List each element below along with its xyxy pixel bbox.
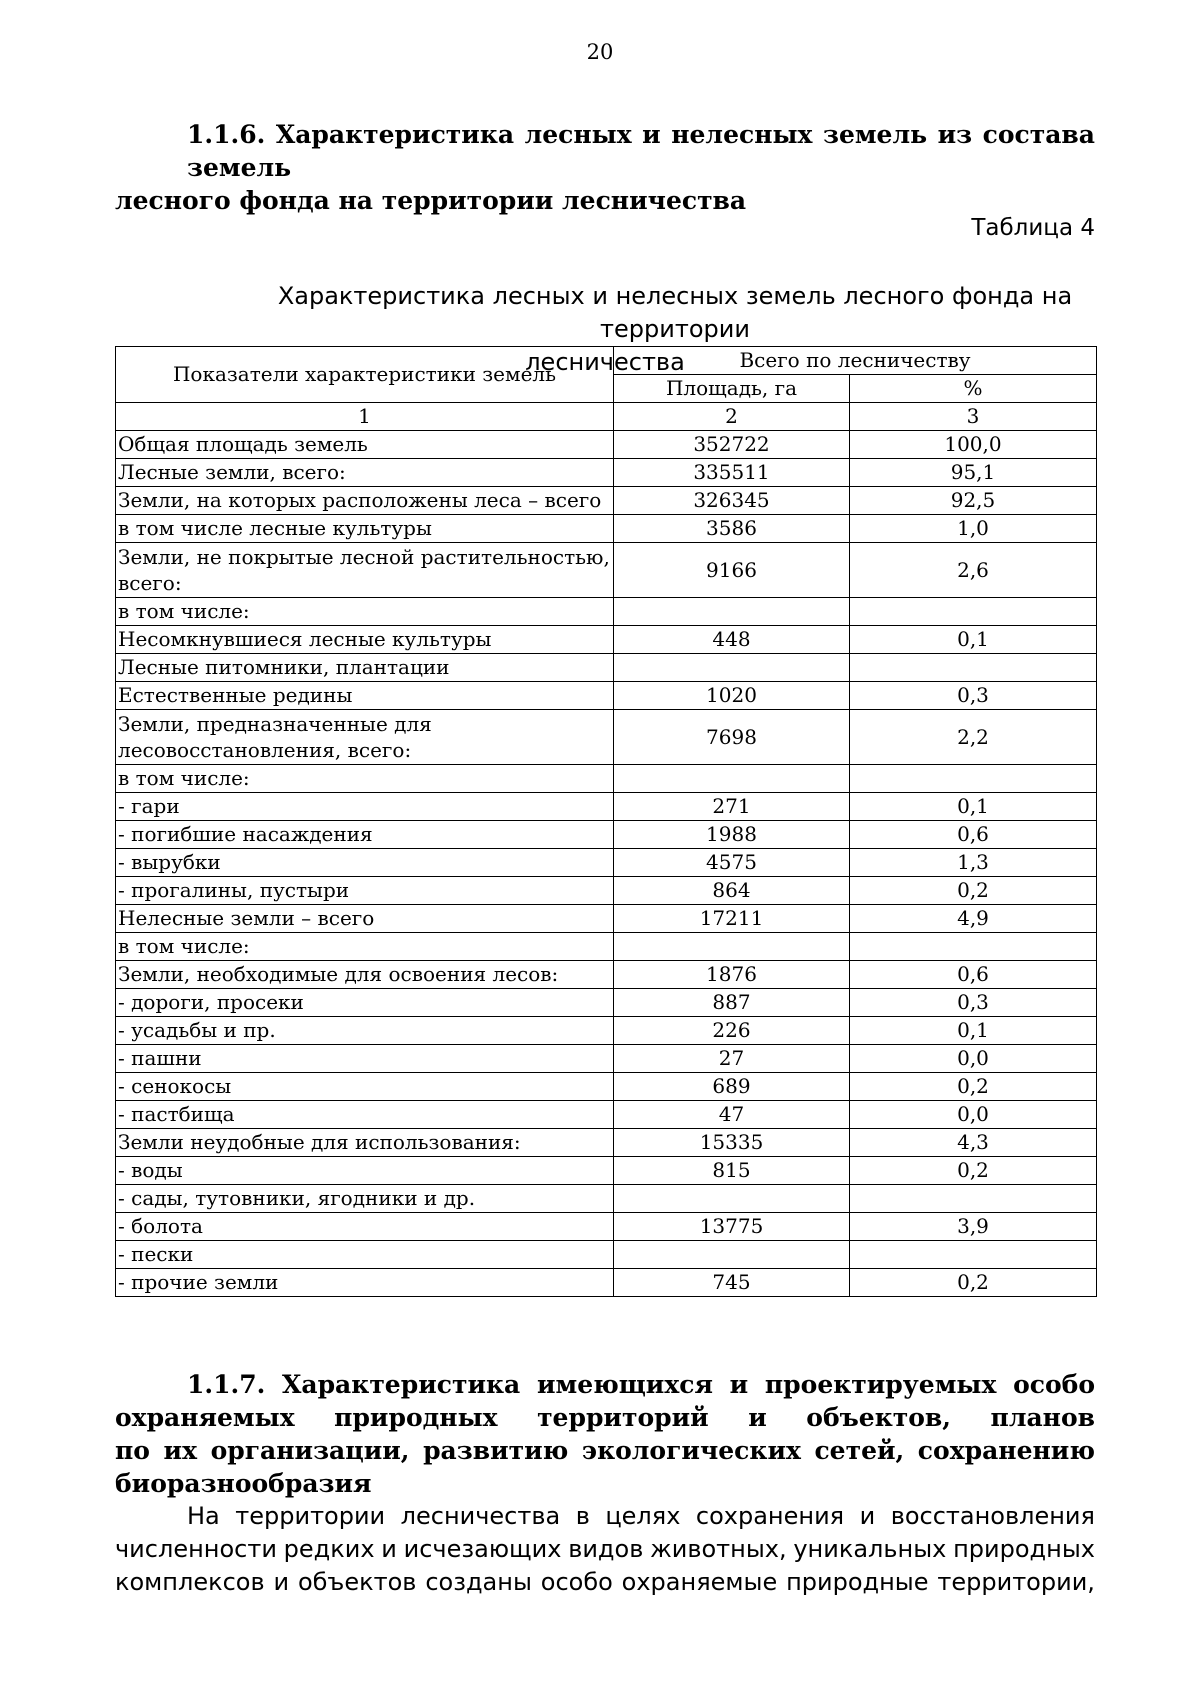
row-label: в том числе лесные культуры	[116, 515, 614, 543]
row-label: - пески	[116, 1241, 614, 1269]
table-row	[116, 1129, 1097, 1157]
row-area-ha: 864	[614, 877, 850, 905]
word: целях	[605, 1502, 681, 1530]
word: имеющихся	[536, 1370, 713, 1399]
row-label: Земли, необходимые для освоения лесов:	[116, 961, 614, 989]
row-area-ha: 887	[614, 989, 850, 1017]
row-label: - воды	[116, 1157, 614, 1185]
section-heading-line: лесного фонда на территории лесничества	[115, 186, 747, 215]
table-header-row	[116, 347, 1097, 375]
row-percent: 0,2	[850, 877, 1097, 905]
row-area-ha: 226	[614, 1017, 850, 1045]
row-area-ha: 27	[614, 1045, 850, 1073]
word: лесничества	[400, 1502, 561, 1530]
word: комплексов	[115, 1568, 265, 1596]
row-area-ha: 17211	[614, 905, 850, 933]
word: восстановления	[890, 1502, 1095, 1530]
row-label: Общая площадь земель	[116, 431, 614, 459]
word: территории,	[937, 1568, 1095, 1596]
row-area-ha: 352722	[614, 431, 850, 459]
table-row	[116, 821, 1097, 849]
row-percent: 2,2	[850, 710, 1097, 765]
word: природные	[786, 1568, 929, 1596]
row-label: Нелесные земли – всего	[116, 905, 614, 933]
row-percent	[850, 598, 1097, 626]
word: 1.1.7.	[187, 1370, 266, 1399]
word: особо	[1013, 1370, 1095, 1399]
row-label: Лесные земли, всего:	[116, 459, 614, 487]
row-area-ha: 1988	[614, 821, 850, 849]
table-row	[116, 961, 1097, 989]
word: охраняемых	[115, 1403, 295, 1432]
table-title-line: Характеристика лесных и нелесных земель лесного фонда на территории	[277, 282, 1073, 343]
row-percent	[850, 654, 1097, 682]
word: видов	[568, 1535, 644, 1563]
paragraph-line	[115, 1533, 1095, 1566]
row-percent	[850, 1185, 1097, 1213]
row-area-ha	[614, 1241, 850, 1269]
row-percent: 0,3	[850, 989, 1097, 1017]
row-area-ha: 13775	[614, 1213, 850, 1241]
table-row	[116, 487, 1097, 515]
row-label: - прочие земли	[116, 1269, 614, 1297]
row-label: - болота	[116, 1213, 614, 1241]
table-row	[116, 1017, 1097, 1045]
row-area-ha: 1876	[614, 961, 850, 989]
word: в	[575, 1502, 590, 1530]
row-area-ha: 745	[614, 1269, 850, 1297]
word: животных,	[650, 1535, 787, 1563]
row-percent: 0,3	[850, 682, 1097, 710]
row-percent: 92,5	[850, 487, 1097, 515]
table-row	[116, 849, 1097, 877]
table-column-numbers-row	[116, 403, 1097, 431]
body-paragraph	[115, 1500, 1095, 1599]
row-label: в том числе:	[116, 933, 614, 961]
word: развитию	[423, 1436, 569, 1465]
section-heading-line	[115, 1401, 1095, 1434]
paragraph-line	[115, 1500, 1095, 1533]
row-area-ha	[614, 654, 850, 682]
row-label: - гари	[116, 793, 614, 821]
row-percent: 0,0	[850, 1045, 1097, 1073]
table-row	[116, 933, 1097, 961]
table-row	[116, 1073, 1097, 1101]
row-label: в том числе:	[116, 598, 614, 626]
row-label: - сады, тутовники, ягодники и др.	[116, 1185, 614, 1213]
row-percent: 0,6	[850, 821, 1097, 849]
table-row	[116, 905, 1097, 933]
row-area-ha: 3586	[614, 515, 850, 543]
row-percent: 2,6	[850, 543, 1097, 598]
section-heading-line	[115, 1368, 1095, 1401]
row-label: Естественные редины	[116, 682, 614, 710]
column-number: 1	[116, 403, 614, 431]
word: уникальных	[793, 1535, 947, 1563]
table-row	[116, 1101, 1097, 1129]
row-percent: 1,0	[850, 515, 1097, 543]
row-percent: 4,3	[850, 1129, 1097, 1157]
row-area-ha: 47	[614, 1101, 850, 1129]
table-row	[116, 626, 1097, 654]
table-row	[116, 459, 1097, 487]
row-percent: 0,1	[850, 1017, 1097, 1045]
row-percent: 4,9	[850, 905, 1097, 933]
page-number: 20	[586, 40, 614, 64]
word: природных	[334, 1403, 498, 1432]
row-label: Земли неудобные для использования:	[116, 1129, 614, 1157]
word: и	[273, 1568, 290, 1596]
table-row	[116, 515, 1097, 543]
word: планов	[990, 1403, 1095, 1432]
word: экологических	[581, 1436, 801, 1465]
table-row	[116, 1045, 1097, 1073]
word: охраняемые	[621, 1568, 778, 1596]
section-heading-line	[115, 1434, 1095, 1467]
table-row	[116, 989, 1097, 1017]
row-area-ha: 7698	[614, 710, 850, 765]
row-label: - прогалины, пустыри	[116, 877, 614, 905]
word: территорий	[537, 1403, 709, 1432]
row-percent: 0,1	[850, 793, 1097, 821]
section-heading-line: биоразнообразия	[115, 1469, 372, 1498]
word: и	[748, 1403, 767, 1432]
word: проектируемых	[764, 1370, 997, 1399]
row-label: Земли, не покрытые лесной растительностью, всего:	[116, 543, 614, 598]
row-label: - пашни	[116, 1045, 614, 1073]
table-row	[116, 1157, 1097, 1185]
word: На	[187, 1502, 220, 1530]
word: организации,	[210, 1436, 410, 1465]
row-label: - погибшие насаждения	[116, 821, 614, 849]
header-percent: %	[850, 375, 1097, 403]
row-area-ha: 326345	[614, 487, 850, 515]
table-row	[116, 765, 1097, 793]
row-area-ha	[614, 765, 850, 793]
column-number: 3	[850, 403, 1097, 431]
row-area-ha: 271	[614, 793, 850, 821]
row-area-ha	[614, 598, 850, 626]
row-area-ha: 4575	[614, 849, 850, 877]
word: и	[381, 1535, 397, 1563]
row-percent: 95,1	[850, 459, 1097, 487]
word: и	[729, 1370, 749, 1399]
table-row	[116, 793, 1097, 821]
table-row	[116, 598, 1097, 626]
table-row	[116, 710, 1097, 765]
section-heading-1-1-6	[115, 118, 1095, 217]
row-area-ha: 335511	[614, 459, 850, 487]
row-label: - сенокосы	[116, 1073, 614, 1101]
section-heading-line: 1.1.6. Характеристика лесных и нелесных земель из состава земель	[187, 120, 1095, 182]
row-label: - дороги, просеки	[116, 989, 614, 1017]
table-row	[116, 654, 1097, 682]
word: созданы	[425, 1568, 532, 1596]
row-percent	[850, 933, 1097, 961]
row-percent: 3,9	[850, 1213, 1097, 1241]
word: по	[115, 1436, 150, 1465]
word: сохранению	[917, 1436, 1095, 1465]
row-area-ha: 689	[614, 1073, 850, 1101]
table-row	[116, 1213, 1097, 1241]
word: территории	[235, 1502, 386, 1530]
row-percent: 0,2	[850, 1157, 1097, 1185]
word: природных	[953, 1535, 1095, 1563]
word: исчезающих	[403, 1535, 562, 1563]
row-label: - усадьбы и пр.	[116, 1017, 614, 1045]
word: сетей,	[814, 1436, 905, 1465]
paragraph-line	[115, 1566, 1095, 1599]
row-percent: 0,6	[850, 961, 1097, 989]
header-indicators: Показатели характеристики земель	[116, 347, 614, 403]
word: Характеристика	[281, 1370, 521, 1399]
header-total-forestry: Всего по лесничеству	[614, 347, 1097, 375]
row-percent: 100,0	[850, 431, 1097, 459]
word: объектов,	[806, 1403, 952, 1432]
row-percent	[850, 1241, 1097, 1269]
row-area-ha	[614, 1185, 850, 1213]
header-area: Площадь, га	[614, 375, 850, 403]
row-label: - вырубки	[116, 849, 614, 877]
word: объектов	[297, 1568, 417, 1596]
row-label: - пастбища	[116, 1101, 614, 1129]
table-row	[116, 543, 1097, 598]
row-label: Несомкнувшиеся лесные культуры	[116, 626, 614, 654]
word: их	[163, 1436, 197, 1465]
section-heading-1-1-7	[115, 1368, 1095, 1500]
column-number: 2	[614, 403, 850, 431]
table-row	[116, 682, 1097, 710]
row-percent: 0,0	[850, 1101, 1097, 1129]
table-row	[116, 1185, 1097, 1213]
table-title-line: лесничества	[525, 348, 685, 376]
table-row	[116, 1241, 1097, 1269]
row-percent: 0,1	[850, 626, 1097, 654]
word: редких	[283, 1535, 375, 1563]
word: и	[859, 1502, 876, 1530]
word: численности	[115, 1535, 277, 1563]
row-percent: 0,2	[850, 1269, 1097, 1297]
row-area-ha: 815	[614, 1157, 850, 1185]
table-row	[116, 877, 1097, 905]
row-percent	[850, 765, 1097, 793]
word: особо	[540, 1568, 613, 1596]
row-label: Лесные питомники, плантации	[116, 654, 614, 682]
row-area-ha: 1020	[614, 682, 850, 710]
row-percent: 0,2	[850, 1073, 1097, 1101]
row-area-ha: 9166	[614, 543, 850, 598]
row-area-ha: 15335	[614, 1129, 850, 1157]
row-label: Земли, на которых расположены леса – всего	[116, 487, 614, 515]
row-label: в том числе:	[116, 765, 614, 793]
table-row	[116, 1269, 1097, 1297]
table-row	[116, 431, 1097, 459]
row-area-ha: 448	[614, 626, 850, 654]
table-label: Таблица 4	[971, 215, 1095, 241]
row-percent: 1,3	[850, 849, 1097, 877]
lands-table	[115, 346, 1097, 1297]
row-label: Земли, предназначенные для лесовосстановления, всего:	[116, 710, 614, 765]
row-area-ha	[614, 933, 850, 961]
word: сохранения	[695, 1502, 845, 1530]
